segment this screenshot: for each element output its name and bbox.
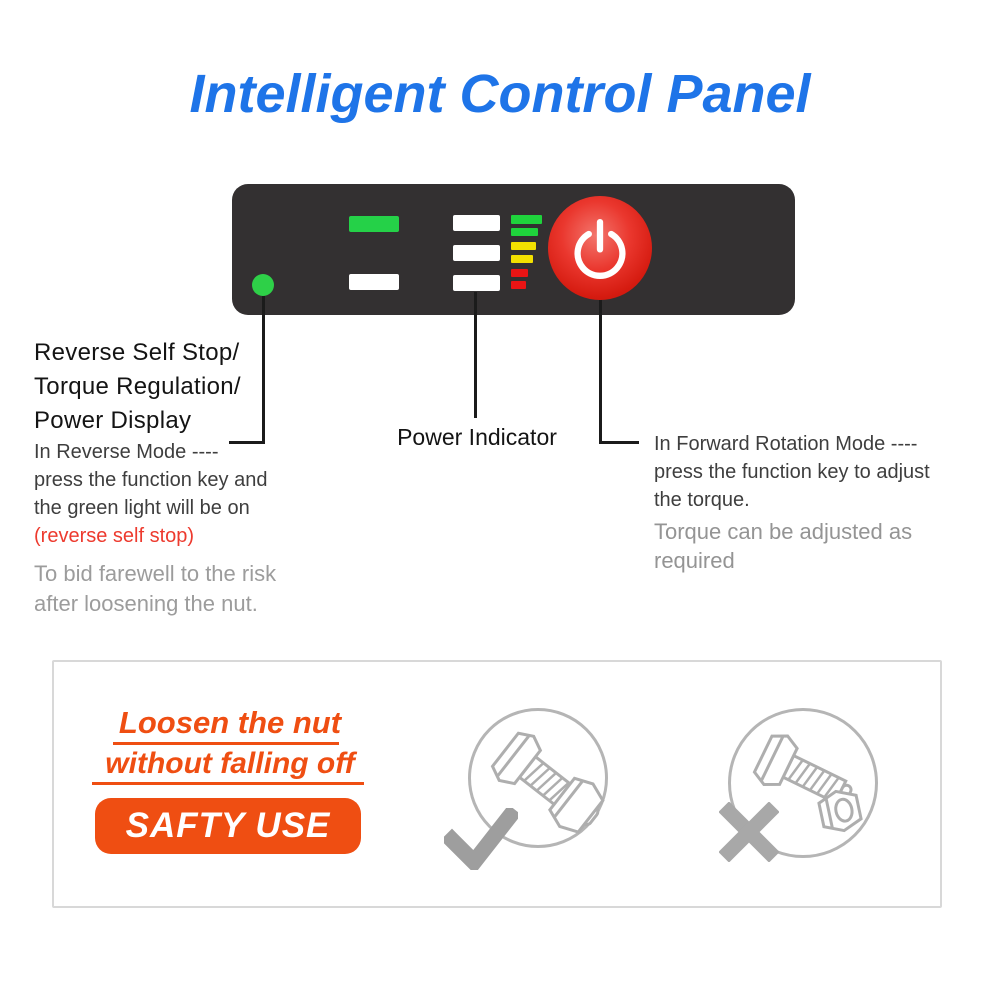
note-line: after loosening the nut.: [34, 591, 258, 616]
right-callout-note: [654, 517, 912, 575]
power-level-wedge: [511, 215, 542, 289]
callout-line-left-vertical: [262, 296, 265, 443]
body-line: In Reverse Mode ----: [34, 441, 219, 463]
mode-bars: [349, 216, 399, 332]
function-led-green-dot: [252, 274, 274, 296]
power-button: [548, 196, 652, 300]
heading-line: Torque Regulation/: [34, 373, 241, 400]
callout-line-middle-vertical: [474, 292, 477, 418]
safety-headline-1: Loosen the nut: [118, 705, 342, 740]
yellow-light-segment: [511, 242, 536, 250]
underline: [113, 742, 339, 745]
body-line: In Forward Rotation Mode ----: [654, 433, 918, 455]
callout-line-right-vertical: [599, 300, 602, 444]
left-callout-note: [34, 559, 276, 619]
page-title: Intelligent Control Panel: [189, 64, 811, 124]
left-callout-heading: [34, 336, 241, 438]
safty-use-badge: SAFTY USE: [95, 798, 361, 854]
heading-line: Power Display: [34, 407, 192, 434]
red-light-segment: [511, 281, 526, 289]
white-light-segment: [349, 274, 399, 290]
note-line: To bid farewell to the risk: [34, 561, 277, 586]
safety-headline-2: without falling off: [105, 747, 355, 780]
cross-icon: [719, 802, 779, 862]
right-callout-body: [654, 430, 930, 514]
check-icon: [444, 808, 518, 870]
note-line: Torque can be adjusted as: [654, 519, 913, 544]
white-light-segment: [453, 245, 500, 261]
red-light-segment: [511, 269, 528, 277]
heading-line: Reverse Self Stop/: [34, 339, 240, 366]
white-light-segment: [453, 275, 500, 291]
callout-line-right-horizontal: [599, 441, 639, 444]
green-light-segment: [349, 216, 399, 232]
green-light-segment: [511, 228, 538, 236]
note-line: required: [654, 548, 735, 573]
power-icon: [565, 213, 635, 283]
reverse-self-stop-note: (reverse self stop): [34, 525, 195, 547]
left-callout-body: [34, 438, 267, 550]
body-line: the torque.: [654, 489, 750, 511]
body-line: the green light will be on: [34, 497, 250, 519]
body-line: press the function key and: [34, 469, 268, 491]
white-light-segment: [453, 215, 500, 231]
power-indicator-label: Power Indicator: [397, 424, 557, 450]
underline: [92, 782, 364, 785]
body-line: press the function key to adjust: [654, 461, 930, 483]
control-panel: [232, 184, 795, 315]
yellow-light-segment: [511, 255, 533, 263]
green-light-segment: [511, 215, 542, 224]
